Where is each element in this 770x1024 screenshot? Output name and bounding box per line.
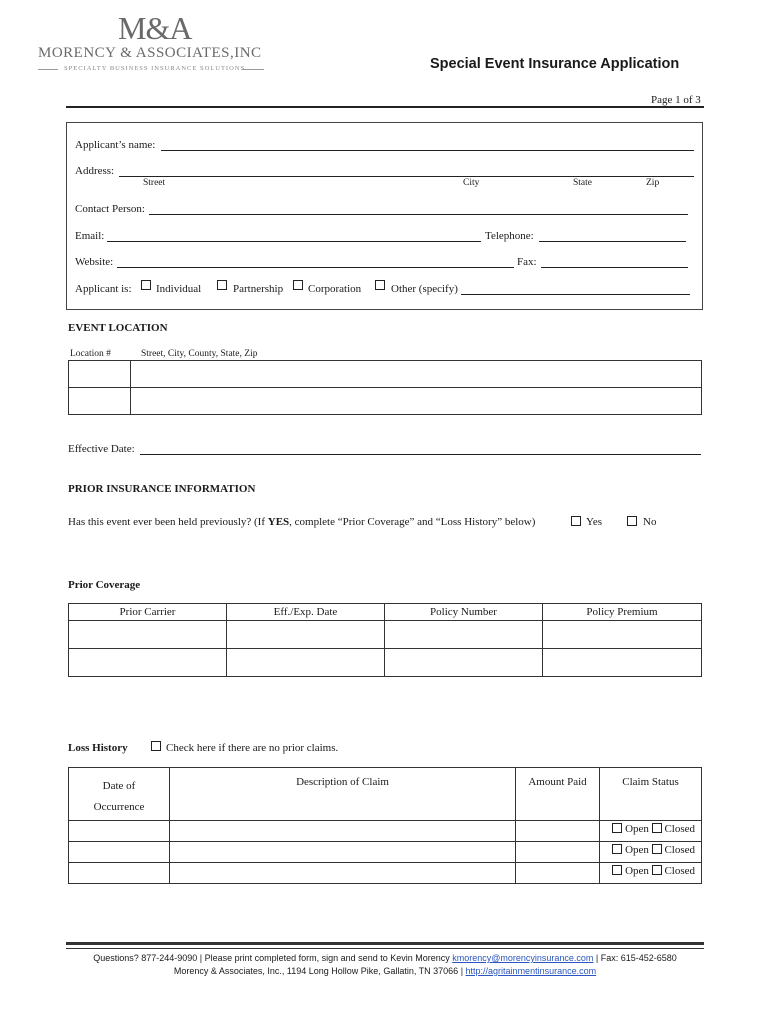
- fax-label: Fax:: [517, 256, 537, 268]
- footer-address-text: Morency & Associates, Inc., 1194 Long Hollow Pike, Gallatin, TN 37066 |: [173, 966, 466, 976]
- description-cell[interactable]: [170, 863, 516, 884]
- location-number-header: Location #: [70, 349, 111, 359]
- loss-history-table: [68, 767, 702, 884]
- logo-rule-left: [38, 69, 58, 70]
- partnership-label: Partnership: [233, 283, 284, 295]
- policy-number-cell[interactable]: [385, 621, 543, 649]
- city-label: City: [463, 178, 480, 188]
- footer-line-2: [0, 966, 770, 976]
- held-no-label: No: [643, 516, 657, 528]
- closed-label: Closed: [664, 844, 695, 856]
- policy-number-header: Policy Number: [385, 604, 543, 621]
- contact-person-label: Contact Person:: [75, 203, 145, 215]
- open-checkbox[interactable]: [612, 844, 622, 854]
- footer-rule-thick: [66, 942, 704, 945]
- location-address-header: Street, City, County, State, Zip: [141, 349, 258, 359]
- logo-company-name: MORENCY & ASSOCIATES,INC: [38, 45, 262, 61]
- website-field[interactable]: [117, 257, 514, 268]
- logo-rule-right: [242, 69, 264, 70]
- date-cell[interactable]: [69, 821, 170, 842]
- page-indicator: Page 1 of 3: [651, 94, 701, 106]
- logo-tagline: SPECIALTY BUSINESS INSURANCE SOLUTIONS: [64, 65, 246, 72]
- applicant-name-label: Applicant’s name:: [75, 139, 156, 151]
- event-location-heading: EVENT LOCATION: [68, 322, 168, 334]
- description-header: Description of Claim: [170, 768, 516, 821]
- claim-status-cell: [600, 821, 702, 842]
- contact-person-field[interactable]: [149, 204, 688, 215]
- form-title: Special Event Insurance Application: [430, 56, 680, 72]
- no-prior-claims-label: Check here if there are no prior claims.: [166, 742, 339, 754]
- footer-fax-text: | Fax: 615-452-6580: [593, 953, 677, 963]
- claim-status-cell: [600, 842, 702, 863]
- policy-premium-cell[interactable]: [543, 621, 702, 649]
- question-text-end: , complete “Prior Coverage” and “Loss History” below): [289, 516, 536, 528]
- open-label: Open: [625, 844, 649, 856]
- closed-checkbox[interactable]: [652, 844, 662, 854]
- closed-checkbox[interactable]: [652, 823, 662, 833]
- prior-carrier-cell[interactable]: [69, 649, 227, 677]
- street-label: Street: [143, 178, 166, 188]
- open-checkbox[interactable]: [612, 823, 622, 833]
- address-label: Address:: [75, 165, 115, 177]
- held-yes-checkbox[interactable]: [571, 516, 581, 526]
- applicant-type-label: Applicant is:: [75, 283, 132, 295]
- partnership-checkbox[interactable]: [217, 280, 227, 290]
- corporation-checkbox[interactable]: [293, 280, 303, 290]
- email-label: Email:: [75, 230, 105, 242]
- company-logo: [34, 10, 274, 74]
- loss-history-heading: Loss History: [68, 742, 128, 754]
- no-prior-claims-checkbox[interactable]: [151, 741, 161, 751]
- prior-carrier-header: Prior Carrier: [69, 604, 227, 621]
- zip-label: Zip: [646, 178, 660, 188]
- website-label: Website:: [75, 256, 114, 268]
- title-rule: [66, 106, 704, 108]
- table-row: [69, 361, 702, 388]
- open-label: Open: [625, 865, 649, 877]
- email-field[interactable]: [107, 231, 481, 242]
- table-row: [69, 649, 702, 677]
- question-yes-emphasis: YES: [267, 516, 290, 528]
- table-row: [69, 821, 702, 842]
- footer-rule-thin: [66, 948, 704, 949]
- policy-premium-cell[interactable]: [543, 649, 702, 677]
- location-address-cell[interactable]: [131, 361, 702, 388]
- description-cell[interactable]: [170, 821, 516, 842]
- individual-label: Individual: [156, 283, 202, 295]
- policy-premium-header: Policy Premium: [543, 604, 702, 621]
- individual-checkbox[interactable]: [141, 280, 151, 290]
- prior-coverage-heading: Prior Coverage: [68, 579, 141, 591]
- other-checkbox[interactable]: [375, 280, 385, 290]
- eff-exp-date-cell[interactable]: [227, 649, 385, 677]
- location-address-cell[interactable]: [131, 388, 702, 415]
- closed-label: Closed: [664, 865, 695, 877]
- fax-field[interactable]: [541, 257, 688, 268]
- footer-email-link[interactable]: kmorency@morencyinsurance.com: [452, 953, 594, 963]
- corporation-label: Corporation: [308, 283, 362, 295]
- eff-exp-date-header: Eff./Exp. Date: [227, 604, 385, 621]
- footer-line-1: [0, 953, 770, 963]
- closed-checkbox[interactable]: [652, 865, 662, 875]
- location-number-cell[interactable]: [69, 361, 131, 388]
- amount-paid-header: Amount Paid: [516, 768, 600, 821]
- effective-date-field[interactable]: [140, 444, 701, 455]
- policy-number-cell[interactable]: [385, 649, 543, 677]
- footer-contact-text: Questions? 877-244-9090 | Please print completed form, sign and send to Kevin Morency: [93, 953, 453, 963]
- table-row: [69, 388, 702, 415]
- applicant-name-field[interactable]: [161, 140, 694, 151]
- table-header-row: [69, 768, 702, 821]
- amount-cell[interactable]: [516, 863, 600, 884]
- other-label: Other (specify): [391, 283, 458, 295]
- location-number-cell[interactable]: [69, 388, 131, 415]
- occurrence-header-line: Occurrence: [93, 801, 145, 813]
- telephone-field[interactable]: [539, 231, 686, 242]
- prior-insurance-heading: PRIOR INSURANCE INFORMATION: [68, 483, 256, 495]
- date-cell[interactable]: [69, 863, 170, 884]
- held-no-checkbox[interactable]: [627, 516, 637, 526]
- closed-label: Closed: [664, 823, 695, 835]
- event-location-table: [68, 360, 702, 415]
- date-of-occurrence-header: [69, 768, 170, 821]
- table-header-row: [69, 604, 702, 621]
- open-label: Open: [625, 823, 649, 835]
- description-cell[interactable]: [170, 842, 516, 863]
- state-label: State: [573, 178, 592, 188]
- applicant-section: [66, 122, 703, 310]
- logo-monogram: M&A: [118, 10, 192, 46]
- other-specify-field[interactable]: [461, 284, 690, 295]
- effective-date-label: Effective Date:: [68, 443, 135, 455]
- held-previously-question: [68, 516, 535, 528]
- address-field[interactable]: [119, 166, 694, 177]
- eff-exp-date-cell[interactable]: [227, 621, 385, 649]
- table-row: [69, 863, 702, 884]
- claim-status-cell: [600, 863, 702, 884]
- date-of-header-line: Date of: [102, 780, 136, 792]
- telephone-label: Telephone:: [485, 230, 534, 242]
- prior-carrier-cell[interactable]: [69, 621, 227, 649]
- held-yes-label: Yes: [586, 516, 603, 528]
- date-cell[interactable]: [69, 842, 170, 863]
- open-checkbox[interactable]: [612, 865, 622, 875]
- prior-coverage-table: [68, 603, 702, 677]
- amount-cell[interactable]: [516, 821, 600, 842]
- footer-website-link[interactable]: http://agritainmentinsurance.com: [465, 966, 597, 976]
- claim-status-header: Claim Status: [600, 768, 702, 821]
- amount-cell[interactable]: [516, 842, 600, 863]
- question-text-start: Has this event ever been held previously? (If: [68, 516, 268, 528]
- table-row: [69, 621, 702, 649]
- table-row: [69, 842, 702, 863]
